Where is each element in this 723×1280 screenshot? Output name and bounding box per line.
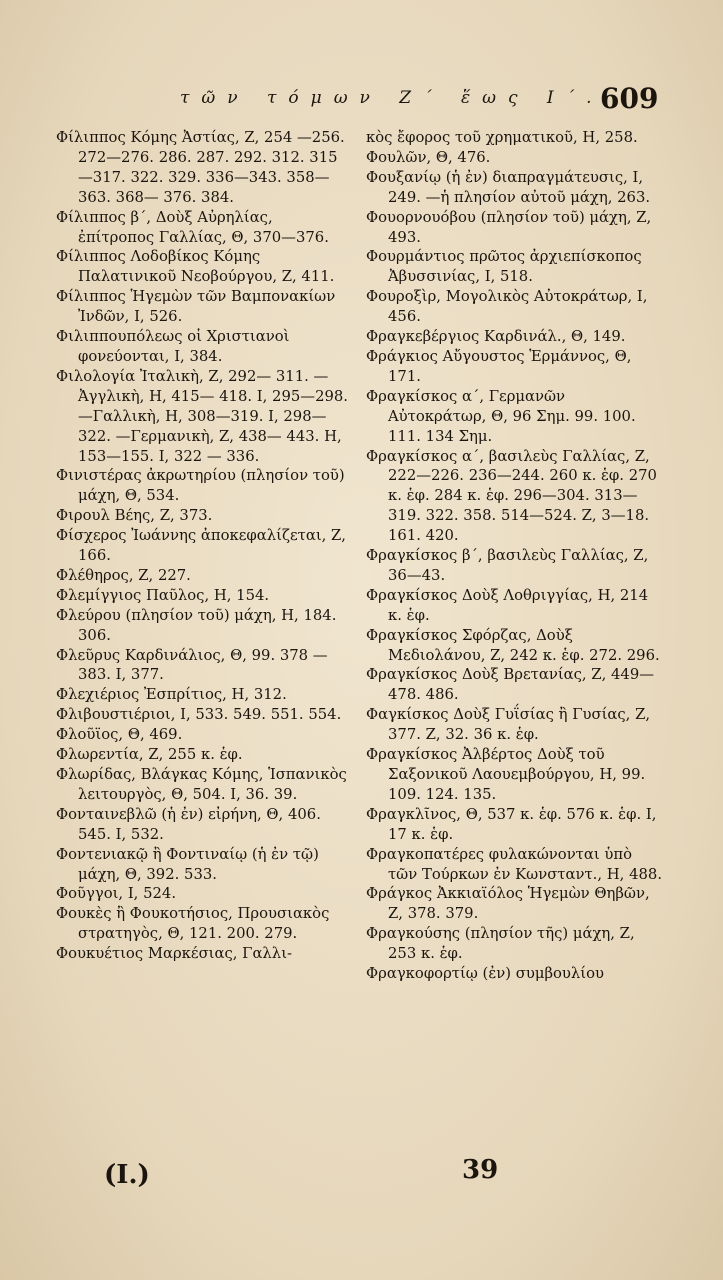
index-entry: Φίλιππος β´, Δοὺξ Αὐρηλίας, ἐπίτροπος Γαλλίας, Θ, 370—376. (56, 208, 329, 246)
index-entry: Φουκὲς ἢ Φουκοτήσιος, Προυσιακὸς στρατηγὸς, Θ, 121. 200. 279. (56, 905, 330, 943)
index-entry: Φραγκλῖνος, Θ, 537 κ. ἑφ. 576 κ. ἑφ. Ι, 17 κ. ἑφ. (366, 805, 657, 843)
index-entry: Φοῦγγοι, Ι, 524. (56, 885, 177, 903)
index-entry: Φράγκιος Αὔγουστος Ἑρμάννος, Θ, 171. (366, 347, 632, 385)
index-column-left (56, 128, 352, 964)
index-entry: Φραγκίσκος β´, βασιλεὺς Γαλλίας, Ζ, 36—43. (366, 547, 649, 584)
index-entry: Φλεύρου (πλησίον τοῦ) μάχη, Η, 184. 306. (56, 606, 337, 644)
signature-mark: (I.) (104, 1160, 150, 1190)
index-entry: Φραγκίσκος Δοὺξ Βρετανίας, Ζ, 449—478. 486. (366, 666, 655, 704)
index-entry: Φλεμίγγιος Παῦλος, Η, 154. (56, 586, 270, 604)
index-entry: Φιρουλ Βέης, Ζ, 373. (56, 507, 213, 525)
index-entry: Φουκυέτιος Μαρκέσιας, Γαλλι- (56, 945, 292, 963)
running-head: τῶν τόμων Ζ´ ἕως Ι´. (180, 88, 604, 108)
index-entry: Φλεχιέριος Ἐσπρίτιος, Η, 312. (56, 686, 287, 704)
index-entry: Φιλιππουπόλεως οἱ Χριστιανοὶ φονεύονται, Ι, 384. (56, 328, 290, 365)
index-entry: Φλεῦρυς Καρδινάλιος, Θ, 99. 378 —383. Ι, 377. (56, 646, 328, 684)
page-number: 609 (600, 82, 659, 115)
index-entry: Φραγκίσκος Σφόρζας, Δοὺξ Μεδιολάνου, Ζ, 242 κ. ἑφ. 272. 296. (366, 626, 660, 664)
index-entry: Φλέθηρος, Ζ, 227. (56, 566, 191, 584)
gathering-number: 39 (462, 1155, 499, 1185)
index-entry: Φουλῶν, Θ, 476. (366, 148, 491, 166)
index-entry: Φουορνουόβου (πλησίον τοῦ) μάχη, Ζ, 493. (366, 208, 652, 246)
index-entry: Φλιβουστιέριοι, Ι, 533. 549. 551. 554. (56, 706, 342, 724)
index-entry: Φονταινεβλῶ (ἡ ἐν) εἰρήνη, Θ, 406. 545. Ι, 532. (56, 805, 321, 843)
index-column-right (366, 128, 664, 984)
index-entry: Φραγκίσκος α´, βασιλεὺς Γαλλίας, Ζ, 222—226. 236—244. 260 κ. ἑφ. 270 κ. ἑφ. 284 κ. ἑφ. 296—304. 313—319. 322. 358. 514—524. Ζ, 3—18. 161. 420. (366, 447, 657, 545)
index-entry: Φίλιππος Ἡγεμὼν τῶν Βαμπονακίων Ἰνδῶν, Ι, 526. (56, 288, 336, 326)
index-entry: Φραγκοπατέρες φυλακώνονται ὑπὸ τῶν Τούρκων ἐν Κωνσταντ., Η, 488. (366, 845, 663, 883)
index-entry: Φλωρεντία, Ζ, 255 κ. ἑφ. (56, 746, 243, 764)
index-entry: Φουροξὶρ, Μογολικὸς Αὐτοκράτωρ, Ι, 456. (366, 288, 648, 326)
index-entry: Φραγκεβέργιος Καρδινάλ., Θ, 149. (366, 328, 626, 346)
index-entry: Φραγκοφορτίῳ (ἐν) συμβουλίου (366, 965, 604, 983)
index-entry: Φλωρίδας, Βλάγκας Κόμης, Ἱσπανικὸς λειτουργὸς, Θ, 504. Ι, 36. 39. (56, 766, 347, 803)
index-entry: Φράγκος Ἀκκιαϊόλος Ἡγεμὼν Θηβῶν, Ζ, 378. 379. (366, 885, 650, 923)
index-entry: κὸς ἔφορος τοῦ χρηματικοῦ, Η, 258. (366, 129, 638, 146)
index-entry: Φλοῦϊος, Θ, 469. (56, 726, 183, 744)
index-entry: Φινιστέρας ἀκρωτηρίου (πλησίον τοῦ) μάχη, Θ, 534. (56, 467, 345, 505)
index-entry: Φοντενιακῷ ἢ Φοντιναίῳ (ἡ ἐν τῷ) μάχη, Θ, 392. 533. (56, 845, 319, 883)
index-entry: Φαγκίσκος Δοὺξ Γυΐσίας ἢ Γυσίας, Ζ, 377. Ζ, 32. 36 κ. ἑφ. (366, 706, 651, 744)
index-entry: Φραγκίσκος Ἀλβέρτος Δοὺξ τοῦ Σαξονικοῦ Λαουεμβούργου, Η, 99. 109. 124. 135. (366, 746, 646, 803)
index-entry: Φιλολογία Ἰταλικὴ, Ζ, 292— 311. —Ἀγγλικὴ, Η, 415— 418. Ι, 295—298. —Γαλλικὴ, Η, 308—319. Ι, 298— 322. —Γερμανικὴ, Ζ, 438— 443. Η, 153—155. Ι, 322 — 336. (56, 367, 349, 465)
index-entry: Φραγκίσκος Δοὺξ Λοθριγγίας, Η, 214 κ. ἑφ. (366, 586, 649, 624)
index-entry: Φίλιππος Κόμης Ἀστίας, Ζ, 254 —256. 272—276. 286. 287. 292. 312. 315—317. 322. 329. 336—343. 358—363. 368— 376. 384. (56, 129, 345, 206)
index-entry: Φίλιππος Λοδοβίκος Κόμης Παλατινικοῦ Νεοβούργου, Ζ, 411. (56, 248, 335, 286)
index-entry: Φραγκούσης (πλησίον τῆς) μάχη, Ζ, 253 κ. ἑφ. (366, 925, 635, 963)
index-entry: Φραγκίσκος α´, Γερμανῶν Αὐτοκράτωρ, Θ, 96 Σημ. 99. 100. 111. 134 Σημ. (366, 387, 636, 445)
index-entry: Φουρμάντιος πρῶτος ἀρχιεπίσκοπος Ἀβυσσινίας, Ι, 518. (366, 248, 642, 286)
index-entry: Φουξανίῳ (ἡ ἐν) διαπραγμάτευσις, Ι, 249. —ἡ πλησίον αὐτοῦ μάχη, 263. (366, 168, 651, 206)
index-entry: Φίσχερος Ἰωάννης ἀποκεφαλίζεται, Ζ, 166. (56, 527, 347, 565)
